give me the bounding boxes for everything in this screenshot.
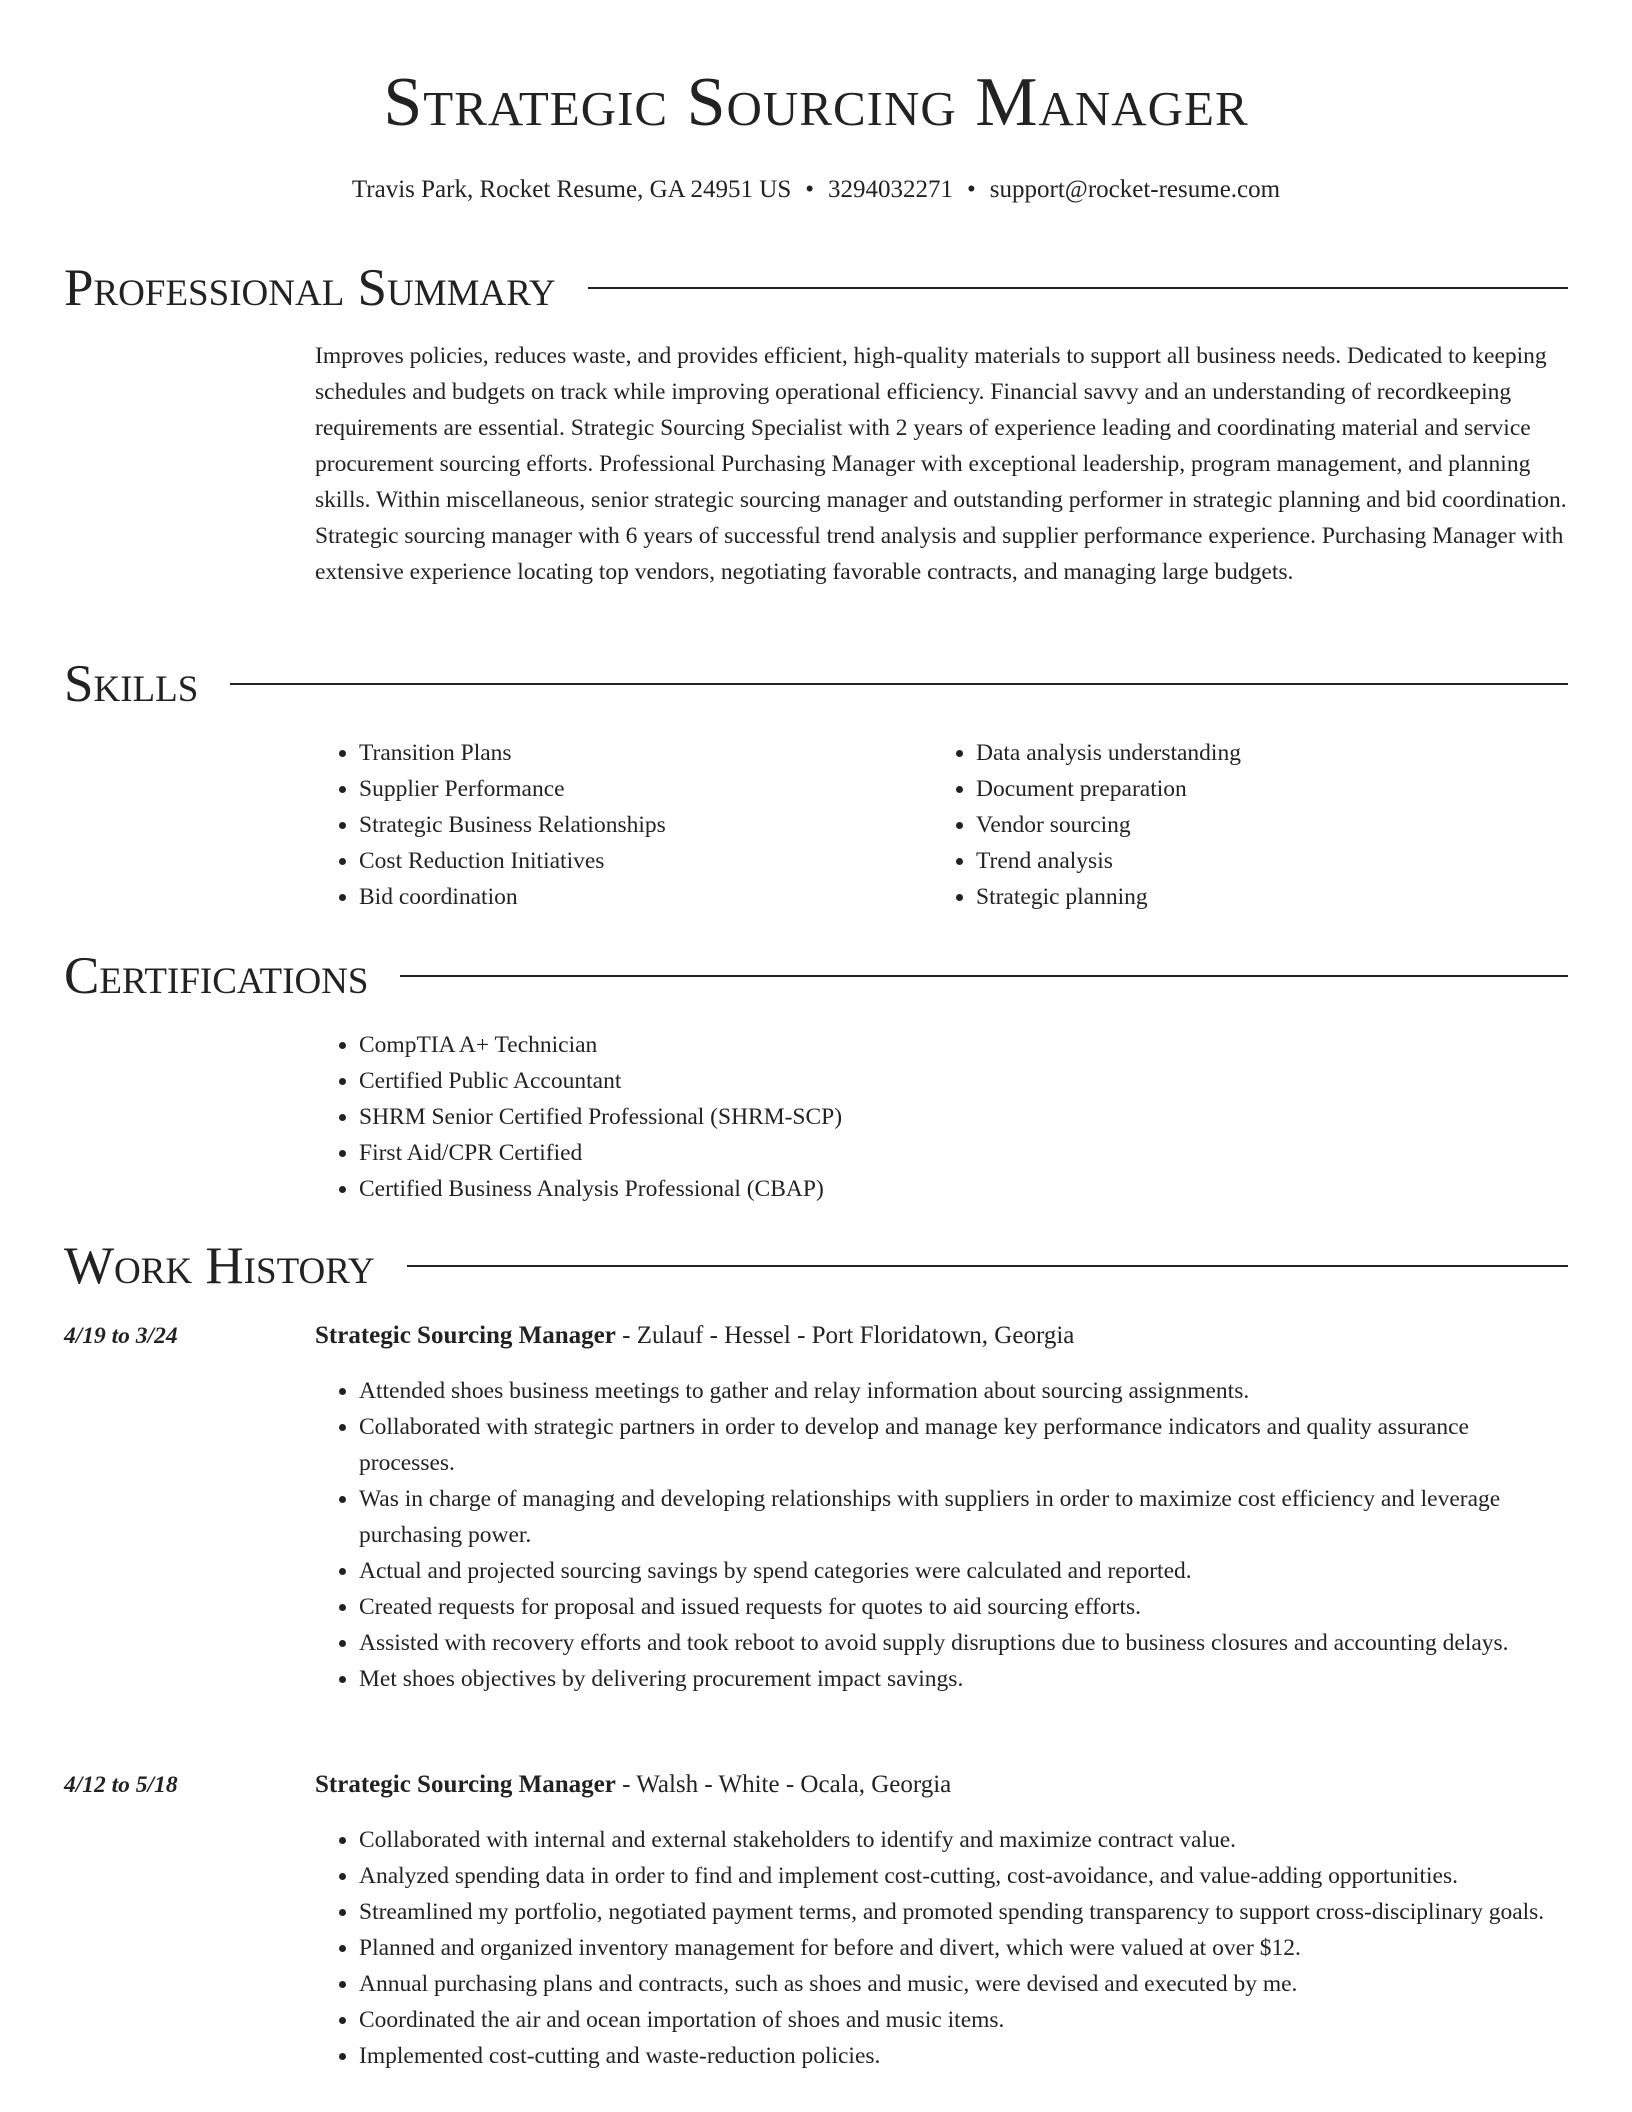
certification-item: • SHRM Senior Certified Professional (SHRM-SCP): [359, 1099, 1567, 1135]
summary-heading: Professional Summary: [64, 259, 556, 317]
skill-item: • Strategic Business Relationships: [359, 807, 875, 843]
skill-item: • Transition Plans: [359, 735, 875, 771]
job-bullets: [315, 1822, 1567, 2074]
job-dates: 4/19 to 3/24: [64, 1323, 178, 1349]
skill-item: • Bid coordination: [359, 879, 875, 915]
job-bullet: • Collaborated with strategic partners in order to develop and manage key performance indicators and quality assurance processes.: [359, 1409, 1567, 1481]
contact-separator: •: [805, 176, 815, 203]
job-bullet: • Annual purchasing plans and contracts, such as shoes and music, were devised and executed by me.: [359, 1966, 1567, 2002]
job-bullet: • Met shoes objectives by delivering procurement impact savings.: [359, 1661, 1567, 1697]
job-role: Strategic Sourcing Manager: [315, 1771, 616, 1798]
job-employer: - Walsh - White - Ocala, Georgia: [615, 1771, 952, 1798]
contact-email: support@rocket-resume.com: [989, 176, 1281, 203]
certifications-heading: Certifications: [64, 947, 369, 1005]
job-dates: 4/12 to 5/18: [64, 1772, 178, 1798]
skill-item: • Cost Reduction Initiatives: [359, 843, 875, 879]
job-bullet: • Assisted with recovery efforts and took reboot to avoid supply disruptions due to business closures and accounting delays.: [359, 1625, 1567, 1661]
job-bullet: • Actual and projected sourcing savings by spend categories were calculated and reported.: [359, 1553, 1567, 1589]
certifications-list: [315, 1027, 1567, 1207]
skills-heading: Skills: [64, 655, 199, 713]
job-bullet: • Streamlined my portfolio, negotiated payment terms, and promoted spending transparency to support cross-disciplinary goals.: [359, 1894, 1567, 1930]
section-divider: [230, 683, 1568, 685]
skill-item: • Strategic planning: [976, 879, 1492, 915]
skill-item: • Document preparation: [976, 771, 1492, 807]
skills-list-right: [932, 735, 1492, 915]
summary-text: Improves policies, reduces waste, and provides efficient, high-quality materials to support all business needs. Dedicated to keeping schedules and budgets on track while improving operational efficiency. Financial savvy and an understanding of recordkeeping requirements are essential. Strategic Sourcing Specialist with 2 years of experience leading and coordinating material and service procurement sourcing efforts. Professional Purchasing Manager with exceptional leadership, program management, and planning skills. Within miscellaneous, senior strategic sourcing manager and outstanding performer in strategic planning and bid coordination. Strategic sourcing manager with 6 years of successful trend analysis and supplier performance experience. Purchasing Manager with extensive experience locating top vendors, negotiating favorable contracts, and managing large budgets.: [315, 343, 1567, 585]
contact-phone: 3294032271: [828, 176, 954, 203]
job-bullet: • Was in charge of managing and developing relationships with suppliers in order to maximize cost efficiency and leverage purchasing power.: [359, 1481, 1567, 1553]
job-employer: - Zulauf - Hessel - Port Floridatown, Georgia: [615, 1322, 1075, 1349]
job-bullet: • Coordinated the air and ocean importation of shoes and music items.: [359, 2002, 1567, 2038]
job-title-line: [315, 1318, 1567, 1354]
skill-item: • Trend analysis: [976, 843, 1492, 879]
skill-item: • Data analysis understanding: [976, 735, 1492, 771]
resume-title: Strategic Sourcing Manager: [383, 64, 1249, 141]
job-bullet: • Implemented cost-cutting and waste-reduction policies.: [359, 2038, 1567, 2074]
certification-item: • Certified Public Accountant: [359, 1063, 1567, 1099]
work-history-heading: Work History: [64, 1237, 375, 1295]
skills-list-left: [315, 735, 875, 915]
job-bullet: • Analyzed spending data in order to find and implement cost-cutting, cost-avoidance, and value-adding opportunities.: [359, 1858, 1567, 1894]
section-divider: [588, 287, 1568, 289]
skill-item: • Supplier Performance: [359, 771, 875, 807]
certification-item: • CompTIA A+ Technician: [359, 1027, 1567, 1063]
certification-item: • Certified Business Analysis Professional (CBAP): [359, 1171, 1567, 1207]
contact-line: [0, 172, 1632, 208]
job-bullets: [315, 1373, 1567, 1697]
section-divider: [400, 975, 1568, 977]
section-divider: [407, 1265, 1568, 1267]
certifications-section-header: [64, 946, 1568, 1006]
summary-section-header: [64, 258, 1568, 318]
contact-address: Travis Park, Rocket Resume, GA 24951 US: [351, 176, 792, 203]
skills-section-header: [64, 654, 1568, 714]
job-title-line: [315, 1767, 1567, 1803]
skill-item: • Vendor sourcing: [976, 807, 1492, 843]
work-history-section-header: [64, 1236, 1568, 1296]
job-bullet: • Collaborated with internal and external stakeholders to identify and maximize contract value.: [359, 1822, 1567, 1858]
job-bullet: • Created requests for proposal and issued requests for quotes to aid sourcing efforts.: [359, 1589, 1567, 1625]
certification-item: • First Aid/CPR Certified: [359, 1135, 1567, 1171]
job-bullet: • Attended shoes business meetings to gather and relay information about sourcing assignments.: [359, 1373, 1567, 1409]
job-bullet: • Planned and organized inventory management for before and divert, which were valued at over $12.: [359, 1930, 1567, 1966]
contact-separator: •: [967, 176, 976, 203]
job-role: Strategic Sourcing Manager: [315, 1322, 616, 1349]
